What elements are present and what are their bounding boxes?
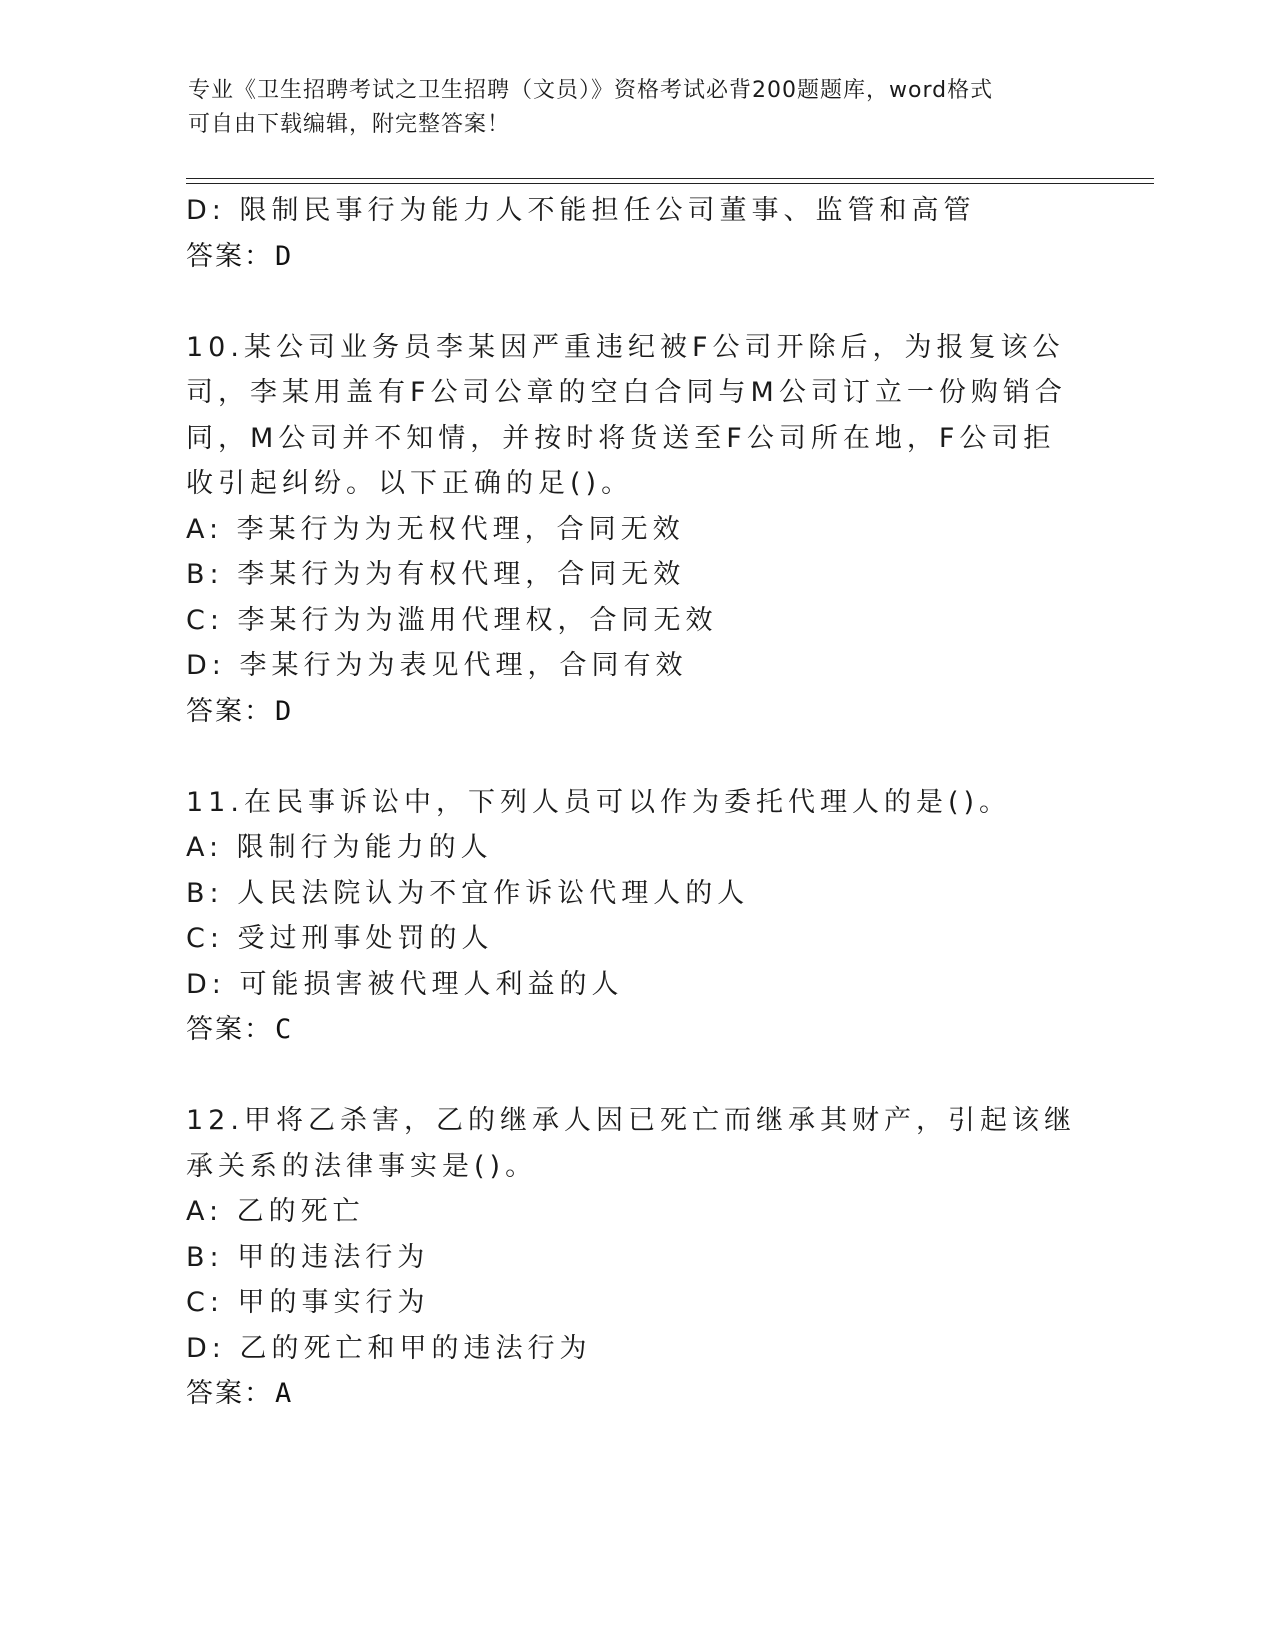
answer-label: 答案： — [186, 695, 273, 727]
option-a: A: 李某行为为无权代理，合同无效 — [186, 513, 685, 545]
option-d: D: 李某行为为表见代理，合同有效 — [186, 650, 688, 681]
answer-value: D — [275, 695, 293, 727]
answer-value: A — [275, 1378, 293, 1409]
question-12 — [186, 1098, 1086, 1417]
spacer — [186, 1053, 1086, 1099]
header-line-1: 专业《卫生招聘考试之卫生招聘（文员）》资格考试必背200题题库，word格式 — [188, 78, 994, 103]
answer-line — [186, 689, 1086, 735]
header-line-2: 可自由下载编辑，附完整答案！ — [188, 112, 511, 137]
question-10 — [186, 325, 1086, 735]
header-divider-bottom — [186, 183, 1154, 184]
option-d: D: 限制民事行为能力人不能担任公司董事、监管和高管 — [186, 195, 976, 226]
option-c: C: 甲的事实行为 — [186, 1287, 430, 1318]
option-c: C: 受过刑事处罚的人 — [186, 923, 494, 954]
spacer — [186, 279, 1086, 325]
option-d: D: 乙的死亡和甲的违法行为 — [186, 1332, 592, 1364]
header-divider-top — [186, 178, 1154, 179]
answer-label: 答案： — [186, 240, 273, 272]
question-list — [186, 188, 1086, 1417]
question-11 — [186, 780, 1086, 1053]
answer-line — [186, 234, 1086, 280]
option-b: B: 人民法院认为不宜作诉讼代理人的人 — [186, 877, 750, 909]
answer-value: C — [275, 1014, 293, 1045]
answer-label: 答案： — [186, 1378, 273, 1409]
option-c: C: 李某行为为滥用代理权，合同无效 — [186, 604, 718, 636]
option-a: A: 限制行为能力的人 — [186, 832, 493, 863]
option-b: B: 李某行为为有权代理，合同无效 — [186, 559, 686, 590]
question-stem: 11.在民事诉讼中，下列人员可以作为委托代理人的是()。 — [186, 786, 1012, 818]
option-d: D: 可能损害被代理人利益的人 — [186, 968, 624, 1000]
option-b: B: 甲的违法行为 — [186, 1241, 430, 1273]
document-header — [188, 74, 1068, 142]
answer-line — [186, 1371, 1086, 1417]
option-a: A: 乙的死亡 — [186, 1196, 365, 1227]
answer-line — [186, 1007, 1086, 1053]
question-stem: 12.甲将乙杀害，乙的继承人因已死亡而继承其财产，引起该继承关系的法律事实是()。 — [186, 1105, 1076, 1182]
spacer — [186, 734, 1086, 780]
answer-label: 答案： — [186, 1014, 273, 1045]
answer-value: D — [275, 240, 293, 272]
question-stem: 10.某公司业务员李某因严重违纪被F公司开除后，为报复该公司，李某用盖有F公司公章的空白合同与M公司订立一份购销合同，M公司并不知情，并按时将货送至F公司所在地，F公司拒收引起纠纷。以下正确的足()。 — [186, 331, 1067, 499]
